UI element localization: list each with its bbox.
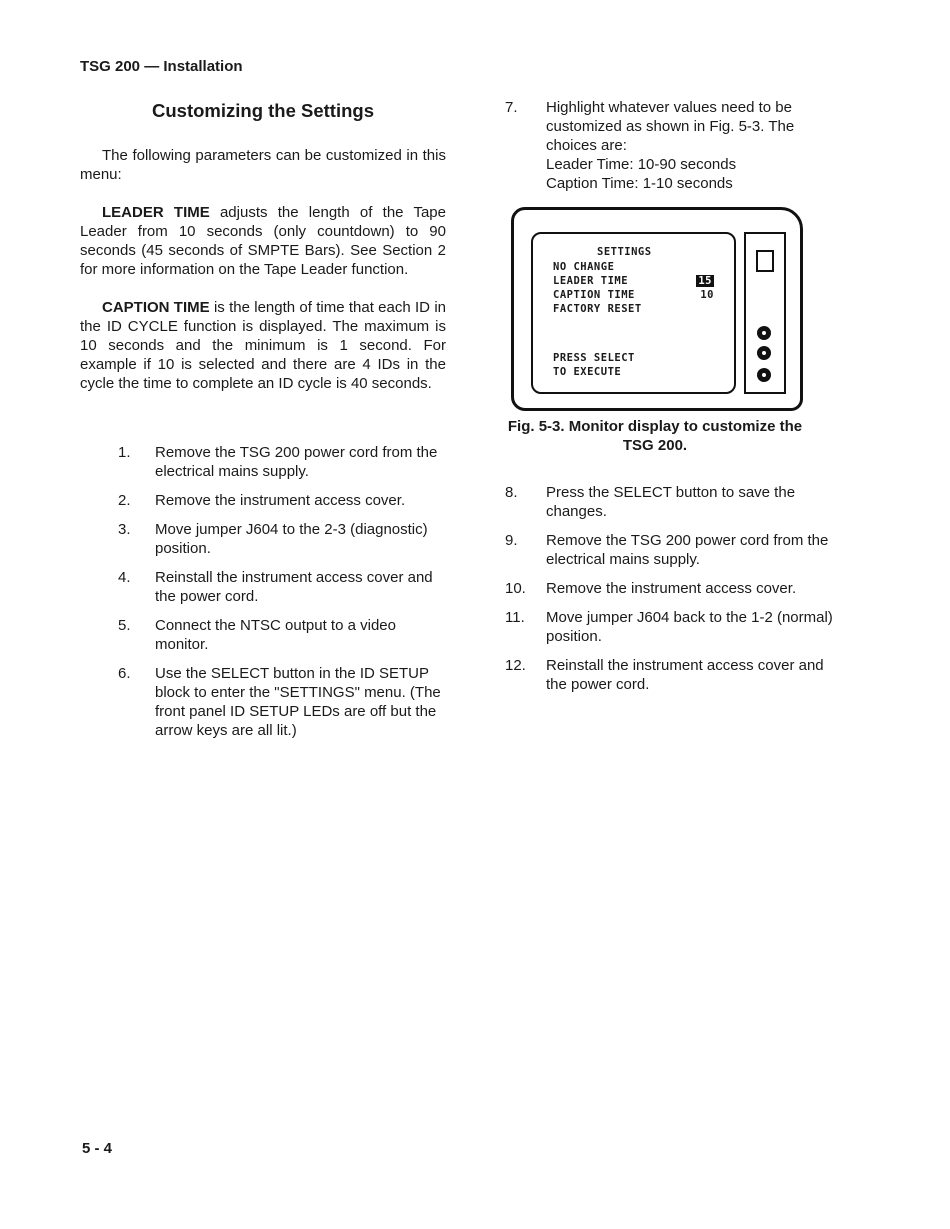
knob-icon [757, 368, 771, 382]
section-title: Customizing the Settings [152, 100, 374, 121]
step-text: Move jumper J604 to the 2-3 (diagnostic) position. [155, 521, 428, 557]
left-column [80, 100, 446, 750]
step-text: Remove the TSG 200 power cord from the electrical mains supply. [155, 444, 438, 480]
leader-time-text: adjusts the length of the Tape Leader from 10 seconds (only countdown) to 90 seconds (45 seconds of SMPTE Bars). See Section 2 for more information on the Tape Leader function. [80, 204, 446, 278]
leader-time-term: LEADER TIME [102, 204, 210, 221]
step-number: 4. [118, 569, 131, 586]
step-number: 2. [118, 492, 131, 509]
page-number: 5 - 4 [82, 1140, 113, 1157]
power-switch-icon [756, 250, 774, 272]
list-item [505, 656, 838, 694]
step-text: Press the SELECT button to save the changes. [546, 484, 796, 520]
intro-paragraph: The following parameters can be customized in this menu: [80, 147, 446, 183]
menu-item-no-change: NO CHANGE [553, 261, 615, 273]
step-number: 11. [505, 609, 525, 626]
knob-icon [757, 326, 771, 340]
leader-time-paragraph [80, 203, 446, 279]
step-text: Move jumper J604 back to the 1-2 (normal) position. [546, 609, 833, 645]
step-text: Reinstall the instrument access cover and the power cord. [155, 569, 433, 605]
choice-leader-time: Leader Time: 10-90 seconds [546, 156, 737, 173]
step-number: 3. [118, 521, 131, 538]
caption-time-text: is the length of time that each ID in the ID CYCLE function is displayed. The maximum is 10 seconds and the minimum is 1 second. For example if 10 is selected and there are 4 IDs in the cycle the time to complete an ID cycle is 40 seconds. [80, 299, 446, 392]
list-item [80, 443, 446, 481]
list-item [505, 531, 838, 569]
list-item [80, 520, 446, 558]
step-number: 1. [118, 444, 131, 461]
leader-time-value: 15 [698, 275, 712, 287]
step-number: 9. [505, 532, 518, 549]
step-text: Reinstall the instrument access cover and the power cord. [546, 657, 824, 693]
step-number: 5. [118, 617, 131, 634]
monitor-control-panel [744, 232, 786, 394]
menu-item-caption-time: CAPTION TIME [553, 289, 635, 301]
monitor-screen [531, 232, 736, 394]
choice-caption-time: Caption Time: 1-10 seconds [546, 175, 733, 192]
list-item [505, 608, 838, 646]
monitor-illustration [511, 207, 803, 411]
step-number: 8. [505, 484, 518, 501]
step-text: Connect the NTSC output to a video monitor. [155, 617, 396, 653]
steps-list-left [80, 443, 446, 740]
list-item [80, 616, 446, 654]
step-text: Remove the TSG 200 power cord from the electrical mains supply. [546, 532, 829, 568]
step-text: Highlight whatever values need to be customized as shown in Fig. 5-3. The choices are: [546, 99, 795, 154]
figure-caption: Fig. 5-3. Monitor display to customize the TSG 200. [507, 418, 803, 454]
list-item [505, 98, 838, 193]
list-item [80, 491, 446, 510]
prompt-to-execute: TO EXECUTE [553, 366, 622, 378]
step-text: Use the SELECT button in the ID SETUP block to enter the "SETTINGS" menu. (The front panel ID SETUP LEDs are off but the arrow keys are all lit.) [155, 665, 441, 739]
list-item [80, 664, 446, 740]
step-number: 6. [118, 665, 131, 682]
menu-item-factory-reset: FACTORY RESET [553, 303, 642, 315]
prompt-press-select: PRESS SELECT [553, 352, 635, 364]
right-column [505, 98, 838, 704]
list-item [505, 579, 838, 598]
step-number: 12. [505, 657, 526, 674]
step-number: 10. [505, 580, 526, 597]
running-header: TSG 200 — Installation [80, 58, 243, 75]
caption-time-term: CAPTION TIME [102, 299, 210, 316]
step-text: Remove the instrument access cover. [155, 492, 406, 509]
knob-icon [757, 346, 771, 360]
menu-item-leader-time: LEADER TIME [553, 275, 629, 287]
list-item [505, 483, 838, 521]
step-number: 7. [505, 99, 518, 116]
caption-time-paragraph [80, 298, 446, 393]
steps-list-right [505, 483, 838, 694]
step-text: Remove the instrument access cover. [546, 580, 797, 597]
caption-time-value: 10 [700, 289, 714, 301]
menu-title: SETTINGS [597, 246, 652, 258]
list-item [80, 568, 446, 606]
